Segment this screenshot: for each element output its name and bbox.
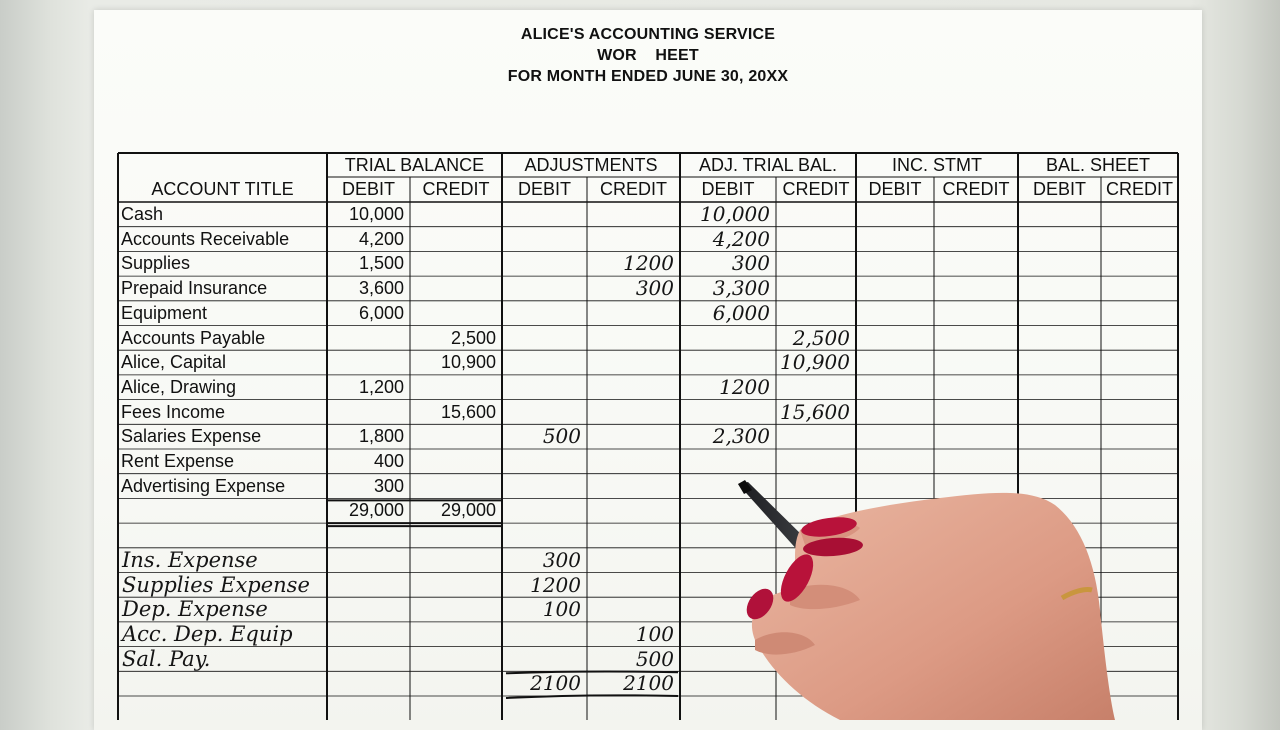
tb-debit-cell: 6,000 bbox=[358, 302, 404, 323]
account-title-cell: Advertising Expense bbox=[121, 475, 286, 496]
adj-debit-cell: 100 bbox=[542, 597, 581, 622]
company-name: ALICE'S ACCOUNTING SERVICE bbox=[520, 26, 776, 43]
atb-debit-cell: 10,000 bbox=[700, 202, 770, 226]
column-group-header: ADJ. TRIAL BAL. bbox=[698, 155, 838, 175]
atb-credit-cell: 10,900 bbox=[780, 350, 850, 375]
tb-debit-cell: 1,800 bbox=[358, 426, 404, 447]
account-title-cell: Supplies bbox=[121, 253, 191, 274]
account-title-cell: Fees Income bbox=[121, 401, 226, 422]
atb-debit-cell: 6,000 bbox=[712, 300, 770, 325]
debit-column-header: DEBIT bbox=[868, 179, 922, 199]
account-title-cell: Salaries Expense bbox=[121, 426, 262, 447]
tb-debit-cell: 400 bbox=[373, 451, 404, 471]
account-title-cell: Ins. Expense bbox=[122, 547, 258, 572]
account-title-cell: Rent Expense bbox=[121, 451, 235, 471]
column-group-header: TRIAL BALANCE bbox=[344, 155, 485, 175]
tb-debit-cell: 3,600 bbox=[358, 278, 404, 299]
account-title-cell: Cash bbox=[121, 204, 164, 224]
account-title-cell: Prepaid Insurance bbox=[121, 278, 268, 299]
account-title-cell: Supplies Expense bbox=[122, 572, 310, 597]
account-title-cell: Alice, Drawing bbox=[121, 376, 237, 397]
credit-column-header: CREDIT bbox=[782, 179, 850, 199]
adj-debit-cell: 2100 bbox=[530, 671, 581, 696]
column-group-header: BAL. SHEET bbox=[1045, 155, 1151, 175]
tb-debit-cell: 1,500 bbox=[358, 253, 404, 274]
adj-credit-cell: 1200 bbox=[623, 251, 674, 276]
adj-debit-cell: 1200 bbox=[530, 572, 581, 597]
period-line: FOR MONTH ENDED JUNE 30, 20XX bbox=[507, 68, 789, 85]
tb-credit-cell: 10,900 bbox=[440, 352, 496, 373]
debit-column-header: DEBIT bbox=[517, 179, 571, 199]
column-group-header: ADJUSTMENTS bbox=[524, 155, 658, 175]
account-title-cell: Sal. Pay. bbox=[122, 646, 211, 671]
tb-debit-cell: 300 bbox=[373, 475, 404, 496]
tb-debit-cell: 1,200 bbox=[358, 376, 404, 397]
account-title-cell: Equipment bbox=[121, 302, 208, 323]
tb-credit-cell: 2,500 bbox=[450, 327, 496, 348]
tb-debit-cell: 4,200 bbox=[358, 228, 404, 249]
column-group-header: INC. STMT bbox=[892, 155, 982, 175]
debit-column-header: DEBIT bbox=[1032, 179, 1086, 199]
adj-debit-cell: 500 bbox=[542, 424, 581, 449]
tb-credit-cell: 29,000 bbox=[440, 500, 496, 521]
tb-debit-cell: 29,000 bbox=[348, 500, 404, 521]
adj-credit-cell: 100 bbox=[635, 621, 674, 646]
atb-credit-cell: 2,500 bbox=[792, 325, 850, 350]
credit-column-header: CREDIT bbox=[600, 179, 667, 199]
credit-column-header: CREDIT bbox=[1106, 179, 1173, 199]
account-title-cell: Accounts Receivable bbox=[121, 228, 290, 249]
account-title-cell: Alice, Capital bbox=[121, 352, 227, 373]
debit-column-header: DEBIT bbox=[341, 179, 395, 199]
debit-column-header: DEBIT bbox=[701, 179, 755, 199]
credit-column-header: CREDIT bbox=[942, 179, 1010, 199]
atb-debit-cell: 3,300 bbox=[712, 276, 770, 301]
account-title-cell: Accounts Payable bbox=[121, 327, 266, 348]
adj-debit-cell: 300 bbox=[542, 547, 581, 572]
worksheet-title: WOR HEET bbox=[597, 47, 699, 64]
account-title-cell: Dep. Expense bbox=[122, 597, 268, 622]
account-title-header: ACCOUNT TITLE bbox=[151, 179, 294, 199]
atb-debit-cell: 300 bbox=[731, 251, 770, 276]
adj-credit-cell: 300 bbox=[635, 276, 674, 301]
atb-debit-cell: 1200 bbox=[719, 374, 770, 399]
credit-column-header: CREDIT bbox=[422, 179, 490, 199]
adj-credit-cell: 500 bbox=[635, 646, 674, 671]
tb-credit-cell: 15,600 bbox=[440, 401, 496, 422]
atb-debit-cell: 2,300 bbox=[712, 424, 770, 449]
atb-credit-cell: 15,600 bbox=[780, 399, 850, 424]
adj-credit-cell: 2100 bbox=[623, 671, 674, 696]
tb-debit-cell: 10,000 bbox=[348, 204, 404, 224]
atb-debit-cell: 4,200 bbox=[712, 226, 770, 251]
account-title-cell: Acc. Dep. Equip bbox=[122, 621, 293, 646]
